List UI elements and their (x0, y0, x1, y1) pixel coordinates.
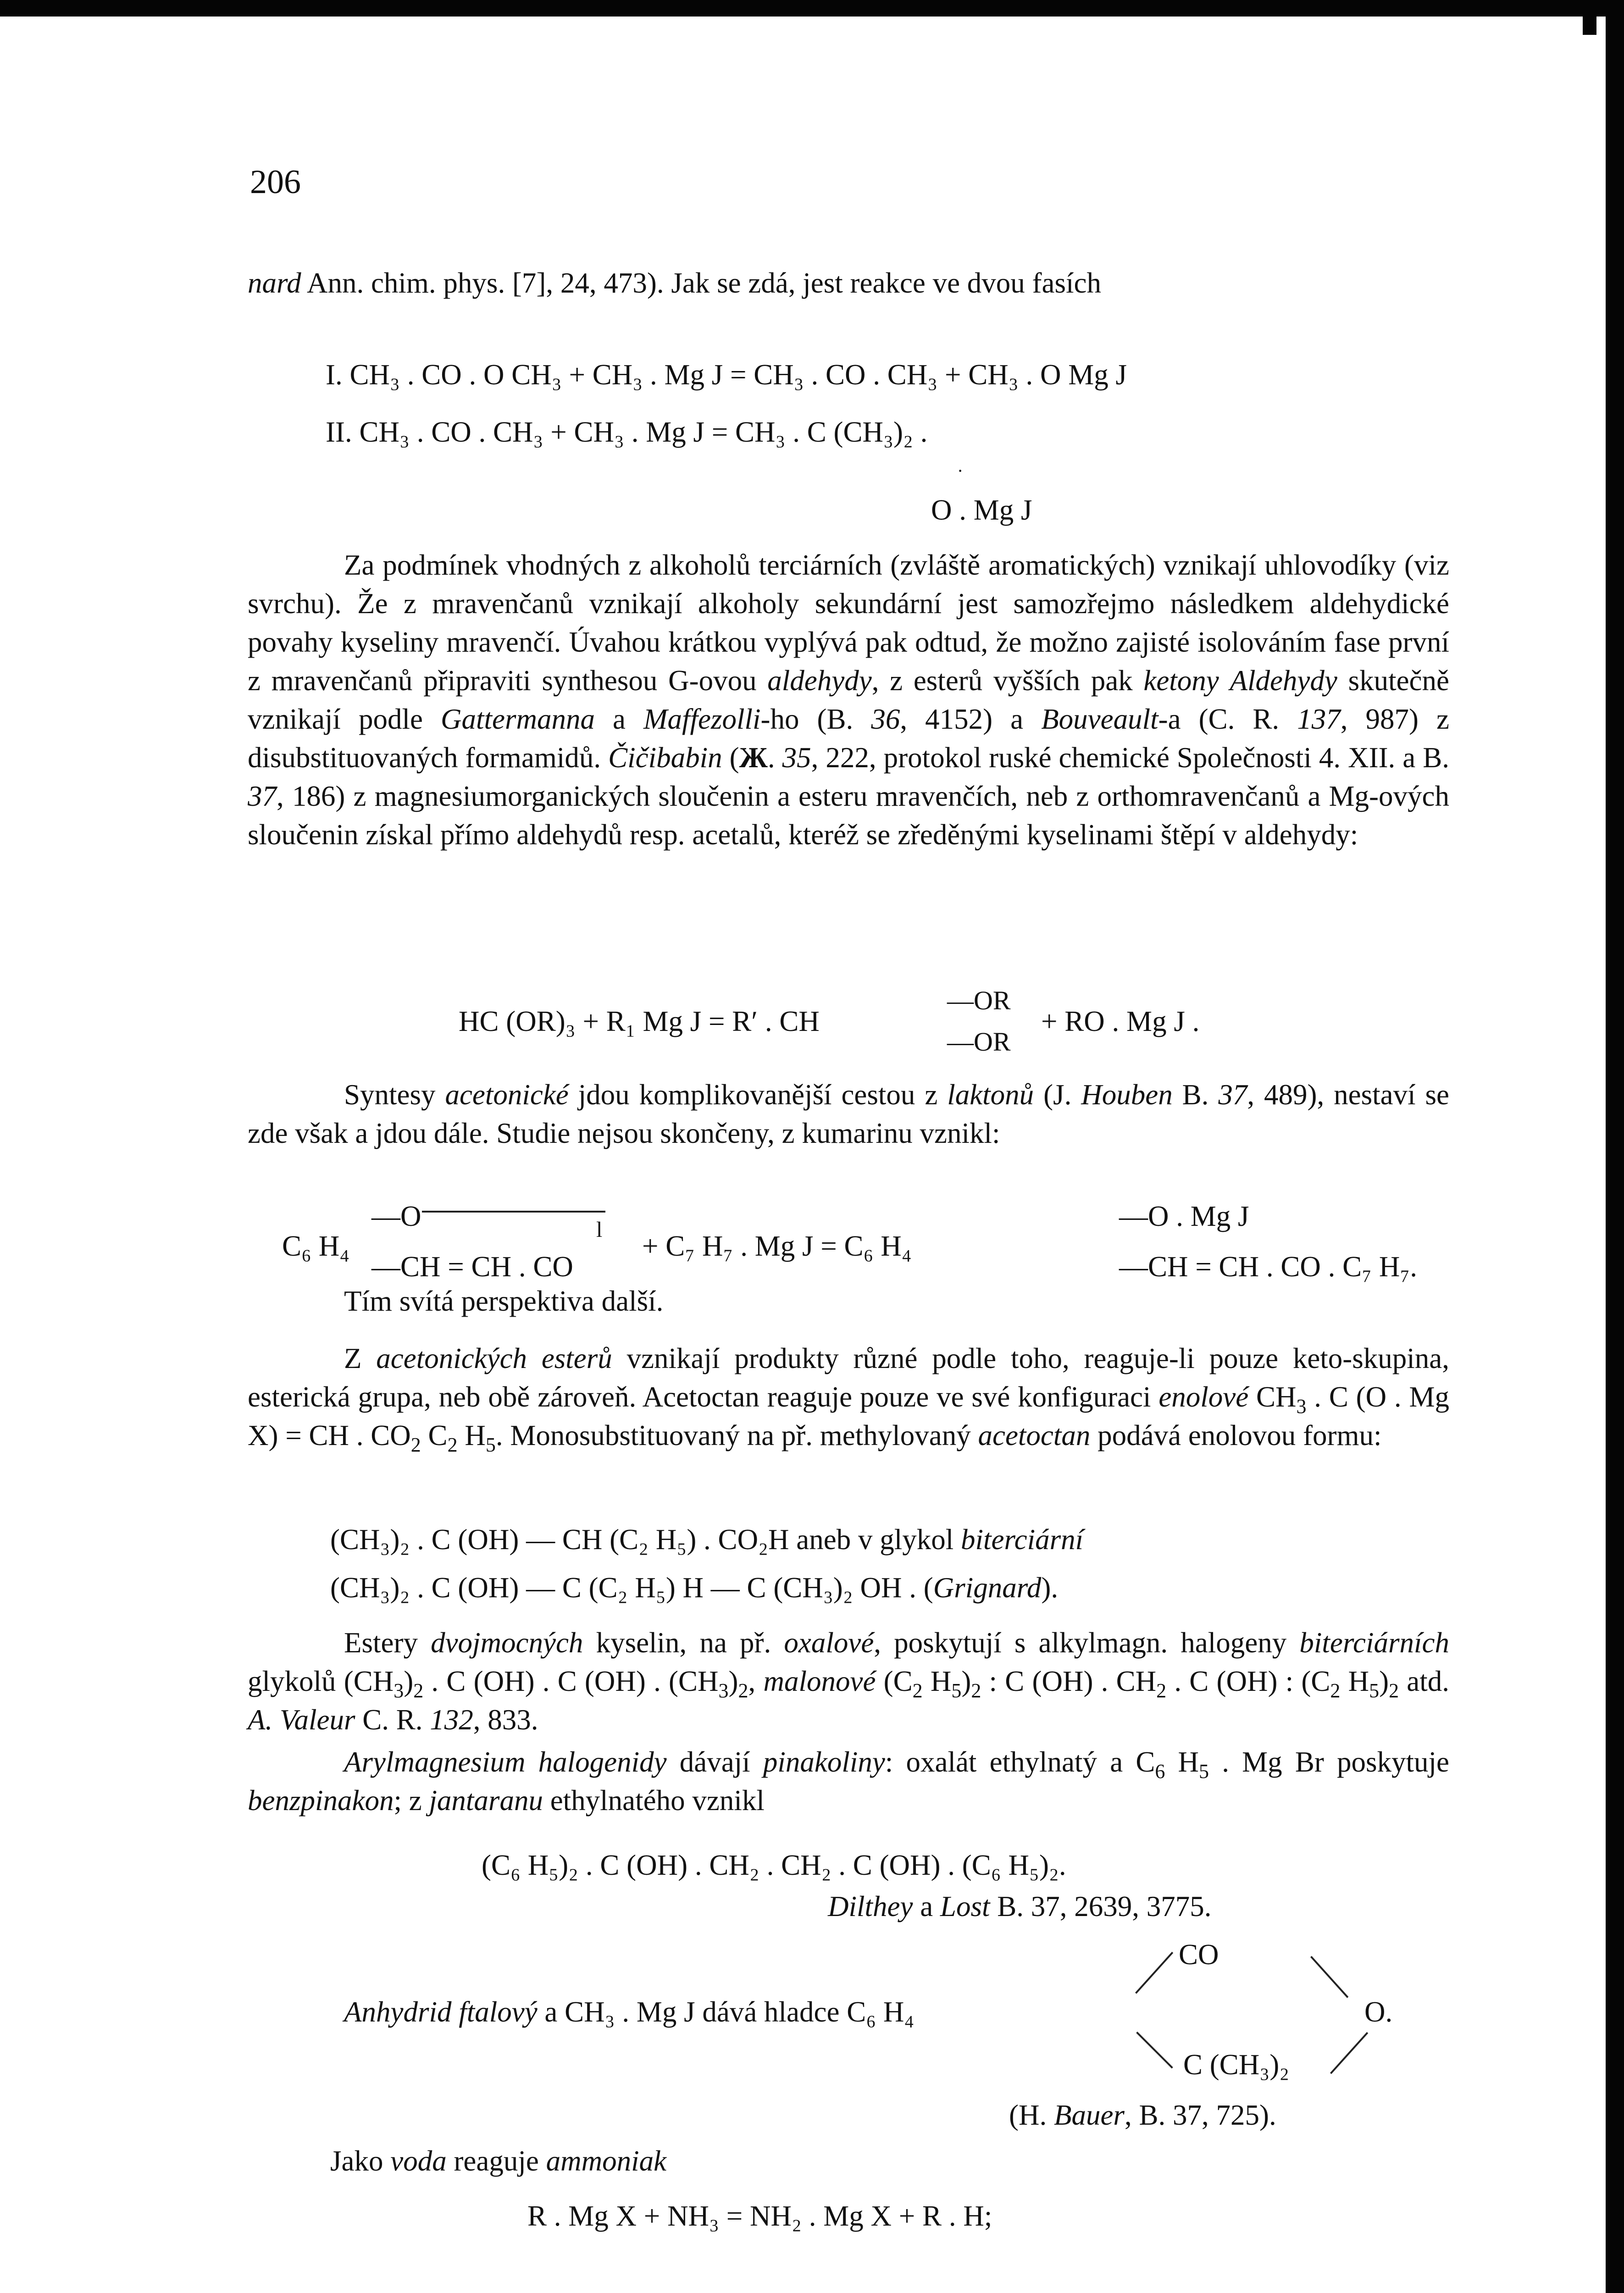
author-dilthey: Dilthey (828, 1890, 913, 1922)
equation-orthoformate-bot: —OR (947, 1027, 1011, 1057)
term-benzpinakon: benzpinakon (248, 1784, 394, 1817)
paragraph-esters: Z acetonických esterů vznikají produkty různé podle toho, reaguje-li pouze keto-skupina, esterická grupa, neb obě zároveň. Acetoctan reaguje pouze ve své konfiguraci enolové $CH_3$ . C (O . Mg X) = CH . $CO_2$ $C_2$ $H_5$. Monosubstituovaný na př. methylovaný acetoctan podává enolovou formu: (248, 1342, 1449, 1456)
author-lost: Lost (940, 1890, 990, 1922)
term-biterciarnich: biterciárních (1299, 1627, 1449, 1659)
term-anhydrid: Anhydrid ftalový (344, 1996, 538, 2028)
term-acetonicke: acetonické (445, 1079, 569, 1111)
coumarin-middle: + C₇ H₇ . Mg J = C₆ H₄ (642, 1230, 912, 1262)
term-biterciarni: biterciární (960, 1523, 1084, 1556)
term-acetoctan: acetoctan (978, 1419, 1091, 1451)
term-voda: voda (390, 2145, 447, 2177)
reference-bauer: (H. Bauer, B. 37, 725). (1009, 2099, 1276, 2131)
term-enolove: enolové (1158, 1381, 1249, 1413)
equation-orthoformate-top: —OR (947, 986, 1011, 1015)
equation-enol: (CH₃)₂ . C (OH) — CH (C₂ H₅) . CO₂H aneb v glykol biterciární (330, 1523, 1084, 1556)
equation-two-substituent: O . Mg J (931, 494, 1032, 526)
author-bouveault: Bouveault (1041, 703, 1158, 735)
phthalide-bond-right-up (1310, 1956, 1348, 1998)
equation-one: I. CH₃ . CO . O CH₃ + CH₃ . Mg J = CH₃ . CO . CH₃ + CH₃ . O Mg J (326, 359, 1127, 391)
paragraph-acetonic: Syntesy acetonické jdou komplikovanější cestou z laktonů (J. Houben B. 37, 489), nestaví se zde však a jdou dále. Studie nejsou skončeny, z kumarinu vznikl: (248, 1079, 1449, 1149)
journal-zh: Ж (739, 742, 768, 774)
term-ammoniak: ammoniak (546, 2145, 667, 2177)
equation-two: II. CH₃ . CO . CH₃ + CH₃ . Mg J = CH₃ . C (CH₃)₂ . (326, 416, 928, 448)
scan-border-right (1606, 0, 1624, 2293)
author-gattermann: Gattermanna (441, 703, 595, 735)
coumarin-product-top: —O . Mg J (1119, 1200, 1249, 1232)
phthalide-bond-right-down (1330, 2032, 1368, 2074)
page-number: 206 (250, 163, 301, 201)
term-dvojmocnych: dvojmocných (431, 1627, 583, 1659)
author-houben: Houben (1081, 1079, 1173, 1111)
author-maffezolli: Maffezolli (643, 703, 761, 735)
coumarin-product-bot: —CH = CH . CO . C₇ H₇. (1119, 1251, 1418, 1283)
equation-orthoformate-left: HC (OR)₃ + R₁ Mg J = R′ . CH (459, 1005, 820, 1037)
phthalide-bond-down (1136, 2032, 1173, 2069)
phthalide-oxygen: O. (1364, 1996, 1393, 2028)
phthalide-bond-up (1135, 1952, 1173, 1994)
equation-orthoformate-right: + RO . Mg J . (1041, 1005, 1200, 1037)
term-arylmagnesium: Arylmagnesium halogenidy (344, 1746, 667, 1778)
paragraph-aryl: Arylmagnesium halogenidy dávají pinakoliny: oxalát ethylnatý a $C_6$ $H_5$ . Mg Br poskytuje benzpinakon; z jantaranu ethylnatého vznikl (248, 1746, 1450, 1817)
paragraph-dibasic: Estery dvojmocných kyselin, na př. oxalové, poskytují s alkylmagn. halogeny biterciárních glykolů $(CH_3)_2$ . C (OH) . C (OH) . $(CH_3)_2$, malonové ($C_2$ $H_5)_2$ : C (OH) . $CH_2$ . C (OH) : ($C_2$ $H_5)_2$ atd. A. Valeur C. R. 132, 833. (248, 1627, 1450, 1736)
author-grignard: Grignard (933, 1572, 1042, 1604)
coumarin-chain: —CH = CH . CO (371, 1251, 573, 1283)
author-cicibabin: Čičibabin (608, 742, 722, 774)
coumarin-ring-line (422, 1211, 605, 1213)
anhydrid-line: Anhydrid ftalový a CH₃ . Mg J dává hladce C₆ H₄ (344, 1996, 915, 2028)
term-oxalove: oxalové (784, 1627, 874, 1659)
coumarin-ring-mark: l (596, 1218, 603, 1242)
term-pinakoliny: pinakoliny (763, 1746, 885, 1778)
paragraph-intro (248, 264, 1449, 302)
coumarin-c6h4: C₆ H₄ (282, 1230, 350, 1262)
author-fragment: nard (248, 267, 301, 299)
equation-pinacol: (C₆ H₅)₂ . C (OH) . CH₂ . CH₂ . C (OH) . (C₆ H₅)₂. (482, 1849, 1066, 1881)
term-jantaranu: jantaranu (429, 1784, 543, 1817)
term-acetonic-esters: acetonických esterů (376, 1342, 612, 1374)
reference-dilthey: Dilthey a Lost B. 37, 2639, 3775. (828, 1890, 1212, 1922)
scan-border-mark (1583, 17, 1596, 35)
paragraph-formic: Za podmínek vhodných z alkoholů terciárních (zvláště aromatických) vznikají uhlovodíky (viz svrchu). Že z mravenčanů vznikají alkoholy sekundární jest samozřejmo následkem aldehydické povahy kyseliny mravenčí. Úvahou krátkou vyplývá pak odtud, že možno zajisté isolováním fase první z mravenčanů připraviti synthesou G-ovou aldehydy, z esterů vyšších pak ketony Aldehydy skutečně vznikají podle Gattermanna a Maffezolli-ho (B. 36, 4152) a Bouveault-a (C. R. 137, 987) z disubstituovaných formamidů. Čičibabin (Ж. 35, 222, protokol ruské chemické Společnosti 4. XII. a B. 37, 186) z magnesiumorganických sloučenin a esteru mravenčích, neb z orthomravenčanů a Mg-ových sloučenin získal přímo aldehydů resp. acetalů, kteréž se zředěnými kyselinami štěpí v aldehydy: (248, 549, 1450, 851)
term-laktonu: laktonů (947, 1079, 1034, 1111)
phthalide-cme2: C (CH₃)₂ (1183, 2049, 1290, 2081)
scan-border-top (0, 0, 1624, 17)
equation-glycol: (CH₃)₂ . C (OH) — C (C₂ H₅) H — C (CH₃)₂ OH . (Grignard). (330, 1572, 1059, 1604)
term-malonove: malonové (763, 1665, 876, 1697)
paragraph-ammonia: Jako voda reaguje ammoniak (330, 2145, 667, 2177)
equation-two-bond: · (957, 460, 964, 481)
term-aldehydy: aldehydy (767, 665, 872, 697)
term-ketony: ketony (1143, 665, 1219, 697)
phthalide-co: CO (1179, 1939, 1219, 1971)
equation-ammonia: R . Mg X + NH₃ = NH₂ . Mg X + R . H; (527, 2200, 992, 2232)
author-valeur: A. Valeur (248, 1704, 355, 1736)
paragraph-intro-text: Ann. chim. phys. [7], 24, 473). Jak se zdá, jest reakce ve dvou fasích (301, 267, 1101, 299)
coumarin-oxygen: —O (371, 1200, 421, 1232)
paragraph-perspective: Tím svítá perspektiva další. (344, 1285, 664, 1317)
term-aldehydy-cap: Aldehydy (1230, 665, 1337, 697)
author-bauer: Bauer (1053, 2099, 1125, 2131)
